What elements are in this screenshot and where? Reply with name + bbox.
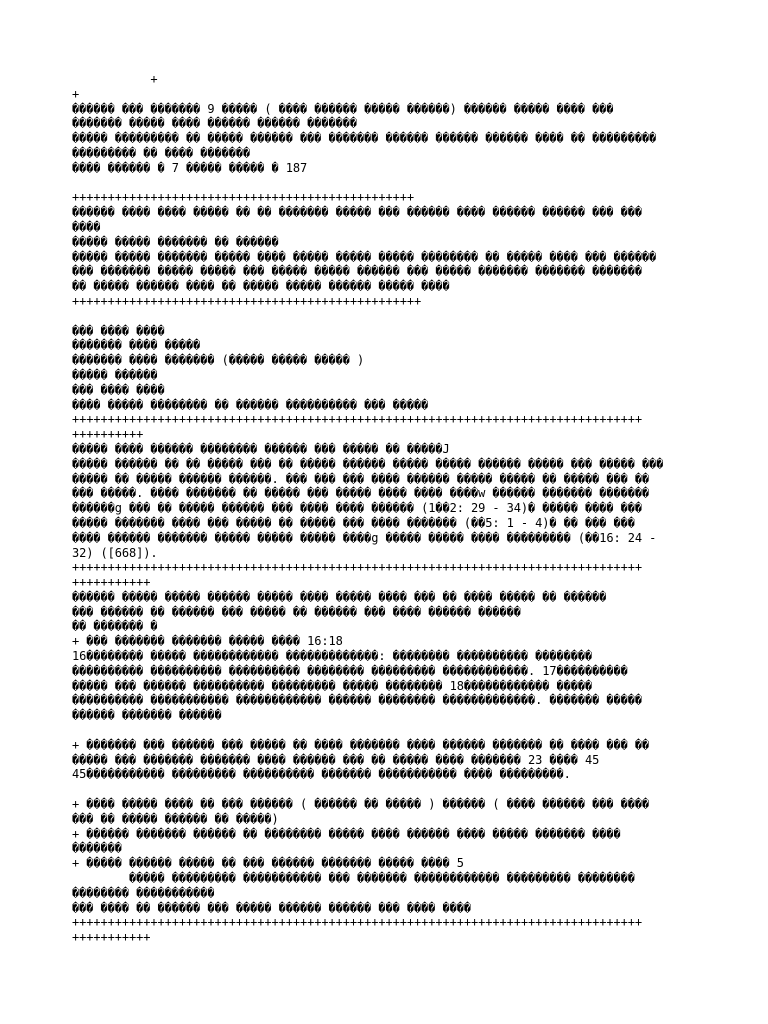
text-line: ������� ����� ���� ������ ������ ������� <box>72 116 357 131</box>
blank-line <box>72 782 702 797</box>
text-line: ��������� �� ���� ������� <box>72 145 251 160</box>
blank-line <box>72 176 702 191</box>
text-line: + ����� ������ ����� �� ��� ������ ������� ����� ���� 5 <box>72 856 464 871</box>
text-line: �� ������� � <box>72 619 158 634</box>
text-line: ����� ������ <box>72 367 158 382</box>
text-line: ����� ���� ������ �������� ������ ��� ����� �� �����J <box>72 441 450 456</box>
text-line: ���� ����� �������� �� ������ ���������� ��� ����� <box>72 397 429 412</box>
text-line: + ���� ����� ���� �� ��� ������ ( ������ �� ����� ) ������ ( ���� ������ ��� ���� <box>72 797 650 812</box>
text-line: ����� ��������� ����������� ��� ������� ������������ ��������� �������� <box>72 871 635 886</box>
text-line: ��� ������ �� ������ ��� ����� �� ������ ��� ���� ������ ������ <box>72 604 521 619</box>
text-line: ��� ���� ���� <box>72 382 165 397</box>
text-line: ������ ����� ����� ������ ����� ���� ����� ���� ��� �� ���� ����� �� ������ <box>72 589 607 604</box>
text-line: ���������� ���������� ���������� �������� ��������� ������������. 17���������� <box>72 663 628 678</box>
text-line: + ������� ��� ������ ��� ����� �� ���� ������� ���� ������ ������� �� ���� ��� �� <box>72 737 650 752</box>
text-line: + ������ ������� ������ �� �������� ����� ���� ������ ���� ����� ������� ���� <box>72 826 621 841</box>
text-line: 16�������� ����� ������������ �������������: �������� ���������� �������� <box>72 649 593 664</box>
text-line: ���������� ����������� ������������ ������ �������� �������������. ������� ����� <box>72 693 642 708</box>
text-line: 45����������� ��������� ���������� ������� ����������� ���� ���������. <box>72 767 571 782</box>
document-body <box>72 72 702 945</box>
text-line: ������� ���� ������� (����� ����� ����� ) <box>72 353 365 368</box>
separator-line: + <box>72 86 80 101</box>
text-line: ����� ��� ������ ���������� ��������� ����� �������� 18������������ ����� <box>72 678 593 693</box>
blank-line <box>72 723 702 738</box>
text-line: ��� ������� ����� ����� ��� ����� ����� ������ ��� ����� ������� ������� ������� <box>72 264 642 279</box>
text-line: ��� �����. ���� ������� �� ����� ��� ����� ���� ���� ����w ������ ������� ������� <box>72 486 650 501</box>
text-line: ����� ����� ������� �� ������ <box>72 234 279 249</box>
separator-line: ++++++++++++++++++++++++++++++++++++++++++++++++++++++++++++++++++++++++++++++++ <box>72 560 642 575</box>
text-line: �������� ����������� <box>72 885 215 900</box>
separator-line: + <box>72 72 158 86</box>
text-line: ����� ������� ���� ��� ����� �� ����� ��� ���� ������� (��5: 1 - 4)� �� ��� ��� <box>72 515 635 530</box>
text-line: ����� ����� ������� ����� ���� ����� ����� ����� �������� �� ����� ���� ��� ������ <box>72 249 657 264</box>
text-line: ��� �� ����� ������ �� �����) <box>72 811 279 826</box>
text-line: ����� �� ����� ������ ������. ��� ��� ��� ���� ������ ����� ����� �� ����� ��� �� <box>72 471 650 486</box>
text-line: ������ ���� ���� ����� �� �� ������� ����� ��� ������ ���� ������ ������ ��� ��� <box>72 205 642 220</box>
text-line: ���� <box>72 219 101 234</box>
text-line: ����� ��������� �� ����� ������ ��� ������� ������ ������ ������ ���� �� ��������� <box>72 131 657 146</box>
text-line: ������ ��� ������� 9 ����� ( ���� ������ ����� ������) ������ ����� ���� ��� <box>72 101 614 116</box>
text-line: ��� ���� ���� <box>72 323 165 338</box>
text-line: ������� <box>72 841 122 856</box>
blank-line <box>72 309 702 324</box>
separator-line: ++++++++++++++++++++++++++++++++++++++++++++++++ <box>72 190 414 205</box>
text-line: + ��� ������� ������� ����� ���� 16:18 <box>72 634 343 649</box>
text-line: ����� ������ �� �� ����� ��� �� ����� ������ ����� ����� ������ ����� ��� ����� ��� <box>72 456 664 471</box>
separator-line: +++++++++++ <box>72 930 151 945</box>
separator-line: +++++++++++++++++++++++++++++++++++++++++++++++++ <box>72 293 422 308</box>
separator-line: ++++++++++++++++++++++++++++++++++++++++++++++++++++++++++++++++++++++++++++++++ <box>72 412 642 427</box>
separator-line: +++++++++++ <box>72 575 151 590</box>
text-line: ���� ������ ������� ����� ����� ����� ����g ����� ����� ���� ��������� (��16: 24 - <box>72 530 657 545</box>
text-line: ��� ���� �� ������ ��� ����� ������ ������ ��� ���� ���� <box>72 900 471 915</box>
text-line: ������ ������� ������ <box>72 708 222 723</box>
text-line: �� ����� ������ ���� �� ����� ����� ������ ����� ���� <box>72 279 450 294</box>
text-line: ������g ��� �� ����� ������ ��� ���� ���� ������ (1��2: 29 - 34)� ����� ���� ��� <box>72 501 642 516</box>
separator-line: ++++++++++ <box>72 427 144 442</box>
text-line: ���� ������ � 7 ����� ����� � 187 <box>72 160 308 175</box>
text-line: 32) ([668]). <box>72 545 158 560</box>
text-line: ����� ��� ������� ������� ���� ������ ��� �� ����� ���� ������� 23 ���� 45 <box>72 752 600 767</box>
separator-line: ++++++++++++++++++++++++++++++++++++++++++++++++++++++++++++++++++++++++++++++++ <box>72 915 642 930</box>
text-line: ������� ���� ����� <box>72 338 201 353</box>
